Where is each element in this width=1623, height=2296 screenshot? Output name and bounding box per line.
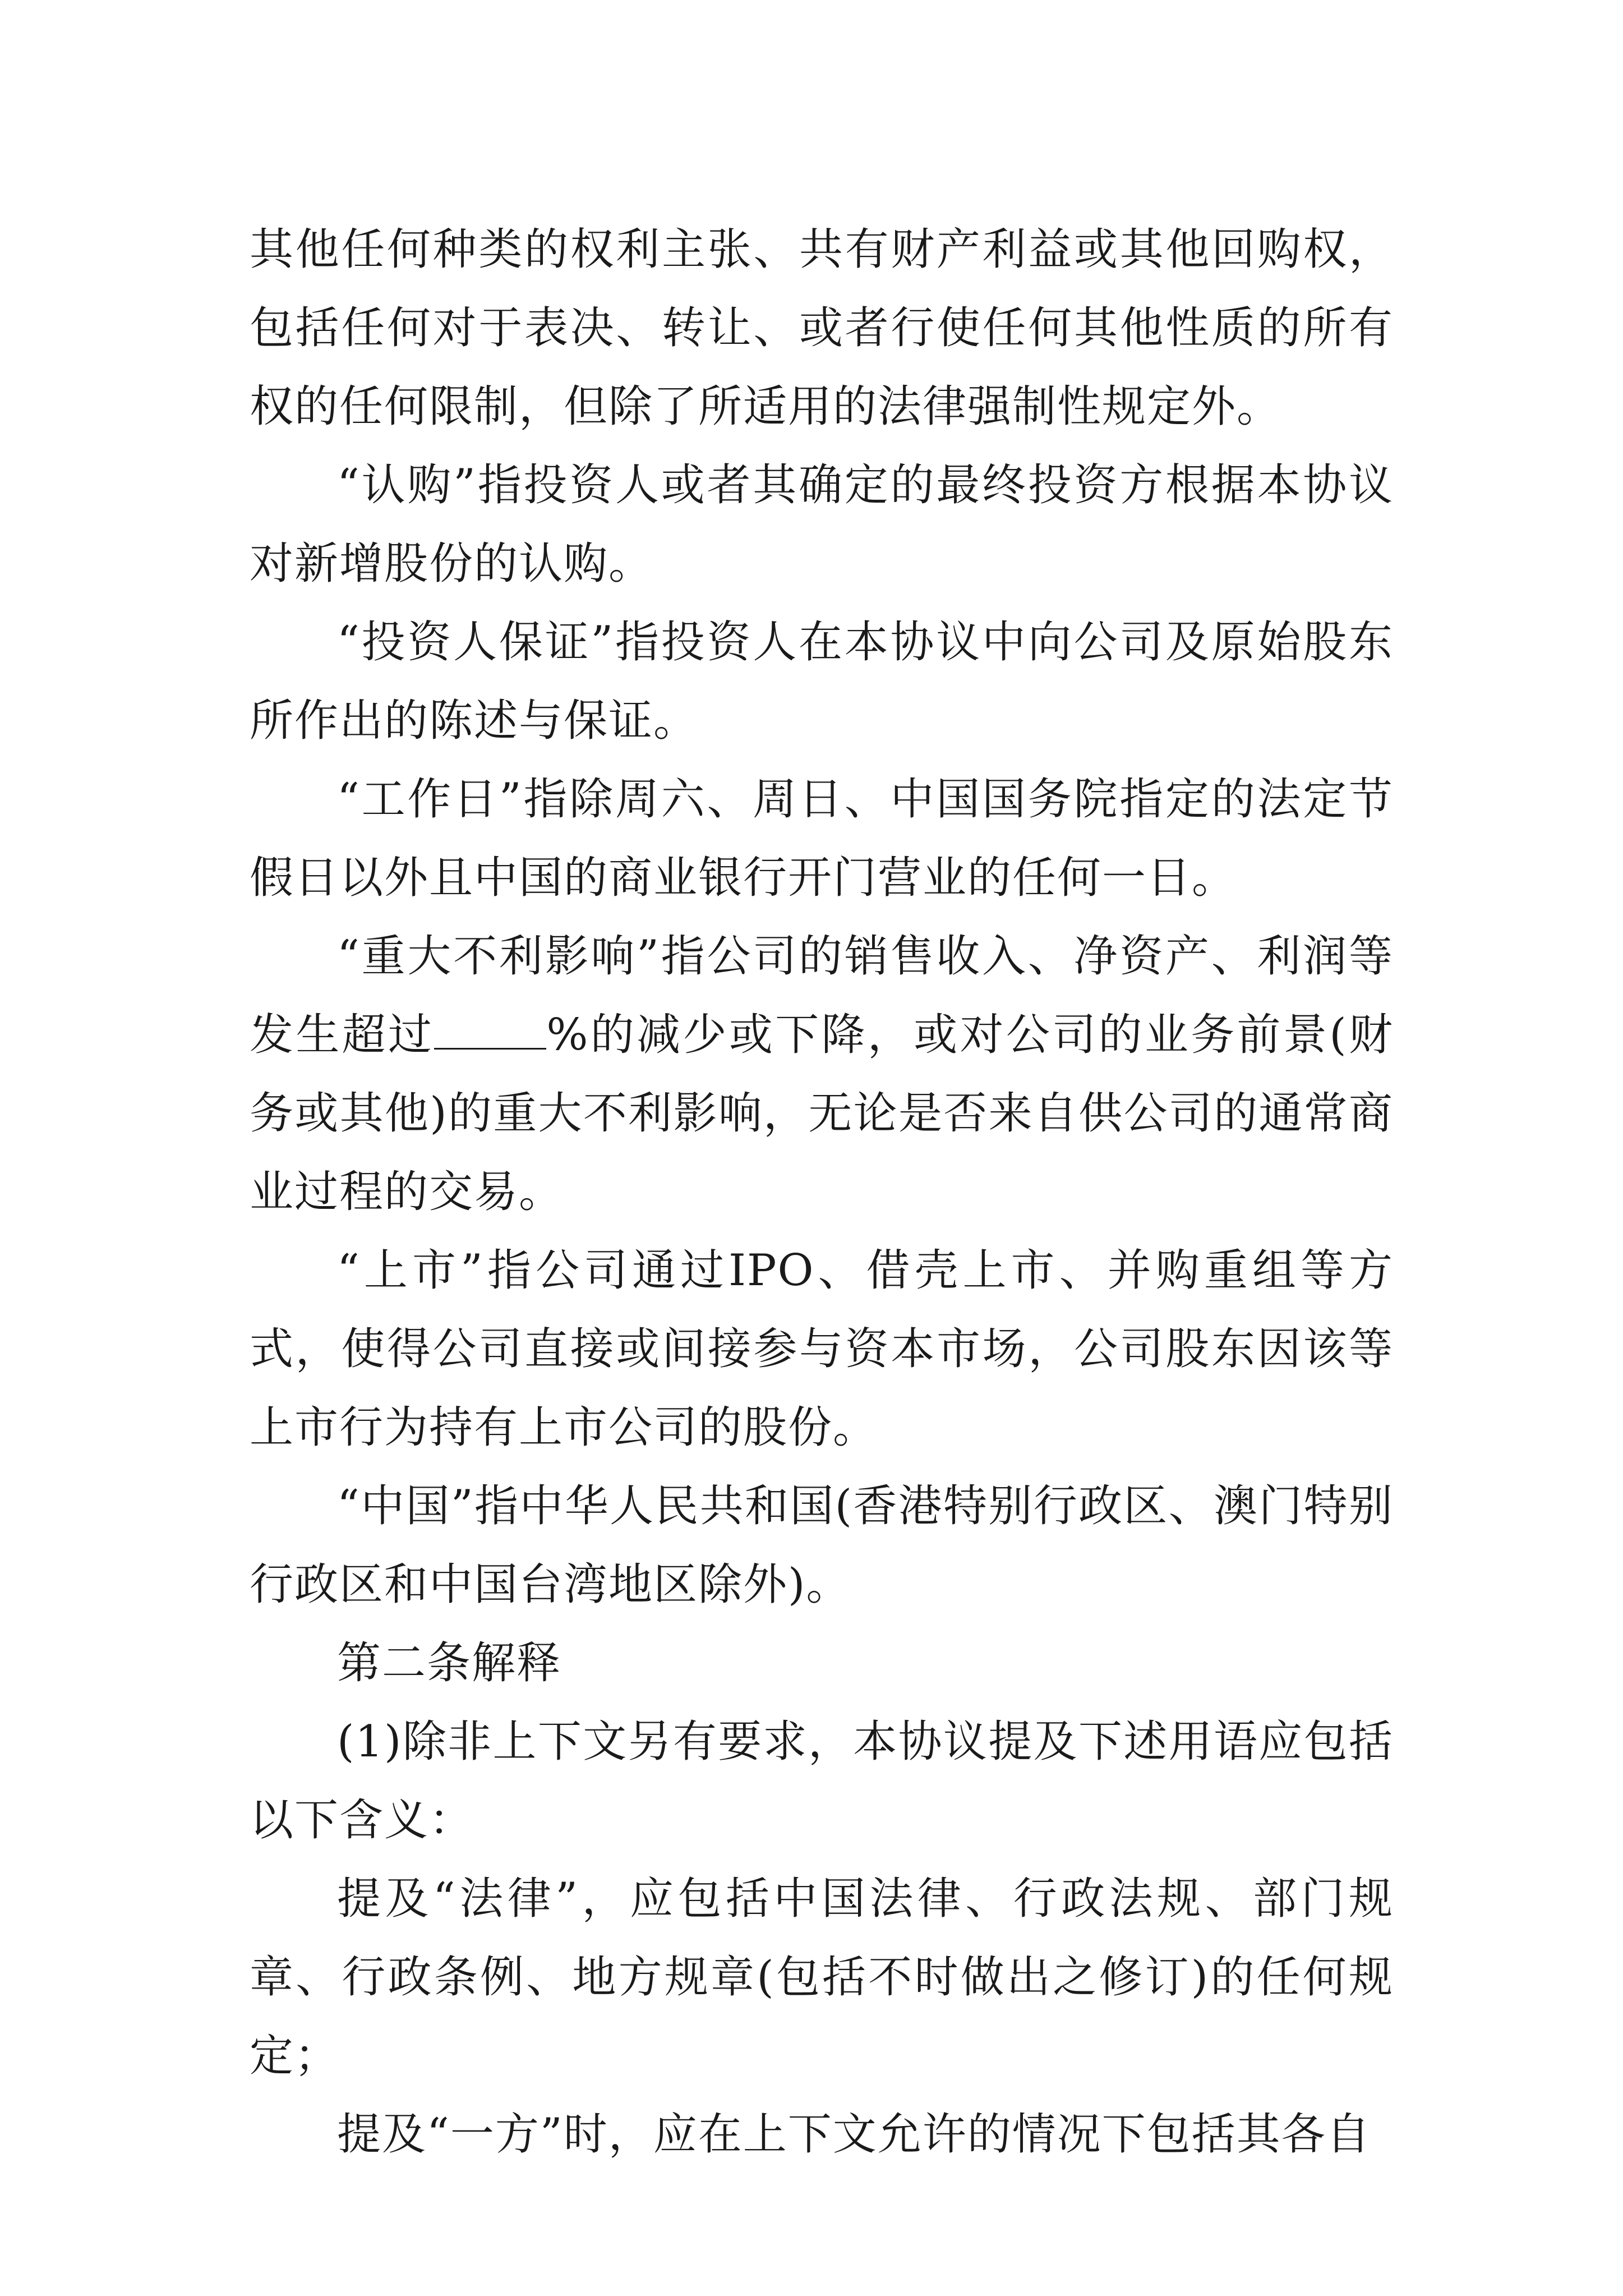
paragraph-interpretation-clause-1: (1)除非上下文另有要求，本协议提及下述用语应包括以下含义： [250,1717,1394,1846]
paragraph-party-reference: 提及“一方”时，应在上下文允许的情况下包括其各自 [337,2109,1371,2160]
paragraph-subscription-definition: “认购”指投资人或者其确定的最终投资方根据本协议对新增股份的认购。 [250,460,1394,589]
paragraph-encumbrance-continued: 其他任何种类的权利主张、共有财产利益或其他回购权，包括任何对于表决、转让、或者行使任何其他性质的所有权的任何限制，但除了所适用的法律强制性规定外。 [250,224,1394,432]
mae-text-after-blank: %的减少或下降，或对公司的业务前景(财务或其他)的重大不利影响，无论是否来自供公司的通常商业过程的交易。 [250,1010,1394,1217]
paragraph-listing-definition: “上市”指公司通过IPO、借壳上市、并购重组等方式，使得公司直接或间接参与资本市场，公司股东因该等上市行为持有上市公司的股份。 [250,1245,1394,1453]
paragraph-law-reference: 提及“法律”，应包括中国法律、行政法规、部门规章、行政条例、地方规章(包括不时做出之修订)的任何规定； [250,1874,1394,2081]
paragraph-investor-warranty-definition: “投资人保证”指投资人在本协议中向公司及原始股东所作出的陈述与保证。 [250,617,1394,746]
section-heading-article-two: 第二条解释 [337,1638,562,1688]
document-body [250,210,1394,2174]
paragraph-business-day-definition: “工作日”指除周六、周日、中国国务院指定的法定节假日以外且中国的商业银行开门营业的任何一日。 [250,774,1394,903]
paragraph-china-definition: “中国”指中华人民共和国(香港特别行政区、澳门特别行政区和中国台湾地区除外)。 [250,1481,1394,1610]
percentage-blank-line [434,1013,546,1050]
mae-text-before-blank: “重大不利影响”指公司的销售收入、净资产、利润等发生超过 [250,931,1394,1060]
paragraph-material-adverse-effect-definition [250,917,1394,1231]
